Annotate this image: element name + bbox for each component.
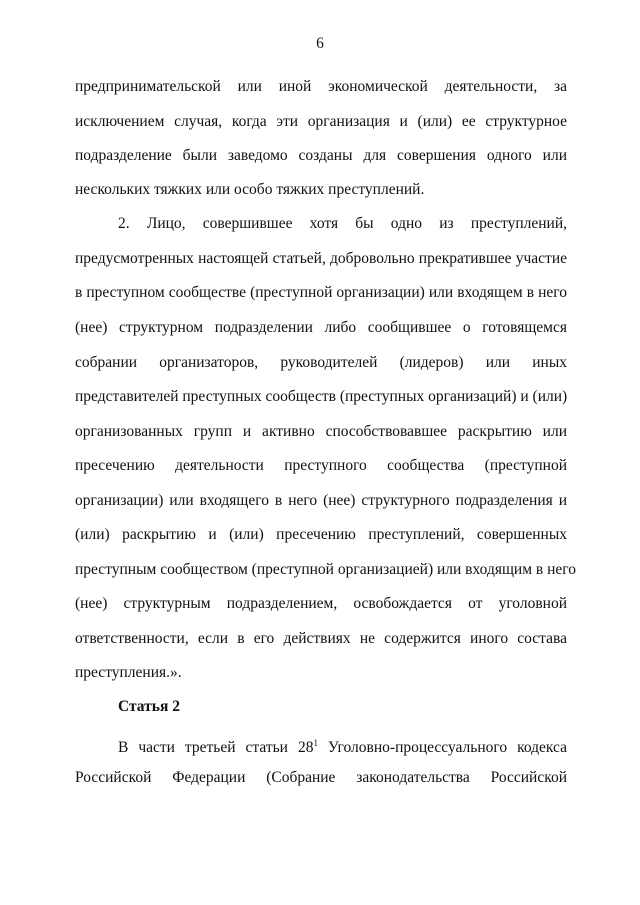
- text-line: предпринимательской или иной экономической деятельности, за: [75, 78, 567, 95]
- text-line: предусмотренных настоящей статьей, добровольно прекратившее участие: [75, 250, 567, 267]
- article-text-before: В части третьей статьи 28: [118, 739, 314, 756]
- paragraph-2-first-line: 2. Лицо, совершившее хотя бы одно из преступлений,: [118, 215, 567, 232]
- text-line: (нее) структурном подразделении либо сообщившее о готовящемся: [75, 319, 567, 336]
- text-line: преступным сообществом (преступной организацией) или входящим в него: [75, 561, 576, 578]
- text-line: исключением случая, когда эти организация и (или) ее структурное: [75, 113, 567, 130]
- text-line: собрании организаторов, руководителей (лидеров) или иных: [75, 354, 567, 371]
- article-heading: Статья 2: [118, 698, 180, 715]
- text-line: нескольких тяжких или особо тяжких преступлений.: [75, 181, 425, 198]
- text-line: подразделение были заведомо созданы для совершения одного или: [75, 147, 567, 164]
- article-text-after: Уголовно-процессуального кодекса: [317, 739, 567, 756]
- text-line: (нее) структурным подразделением, освобождается от уголовной: [75, 595, 567, 612]
- text-line: организованных групп и активно способствовавшее раскрытию или: [75, 423, 567, 440]
- article-text-line: [118, 734, 567, 757]
- text-line: преступления.».: [75, 664, 182, 681]
- article-number-superscript: 1: [313, 738, 318, 748]
- page-number: 6: [316, 35, 324, 52]
- text-line: представителей преступных сообществ (преступных организаций) и (или): [75, 388, 568, 405]
- text-line: (или) раскрытию и (или) пресечению преступлений, совершенных: [75, 526, 567, 543]
- article-text-line: Российской Федерации (Собрание законодательства Российской: [75, 769, 567, 786]
- text-line: организации) или входящего в него (нее) структурного подразделения и: [75, 492, 567, 509]
- text-line: ответственности, если в его действиях не содержится иного состава: [75, 630, 567, 647]
- text-line: в преступном сообществе (преступной организации) или входящем в него: [75, 284, 567, 301]
- text-line: пресечению деятельности преступного сообщества (преступной: [75, 457, 567, 474]
